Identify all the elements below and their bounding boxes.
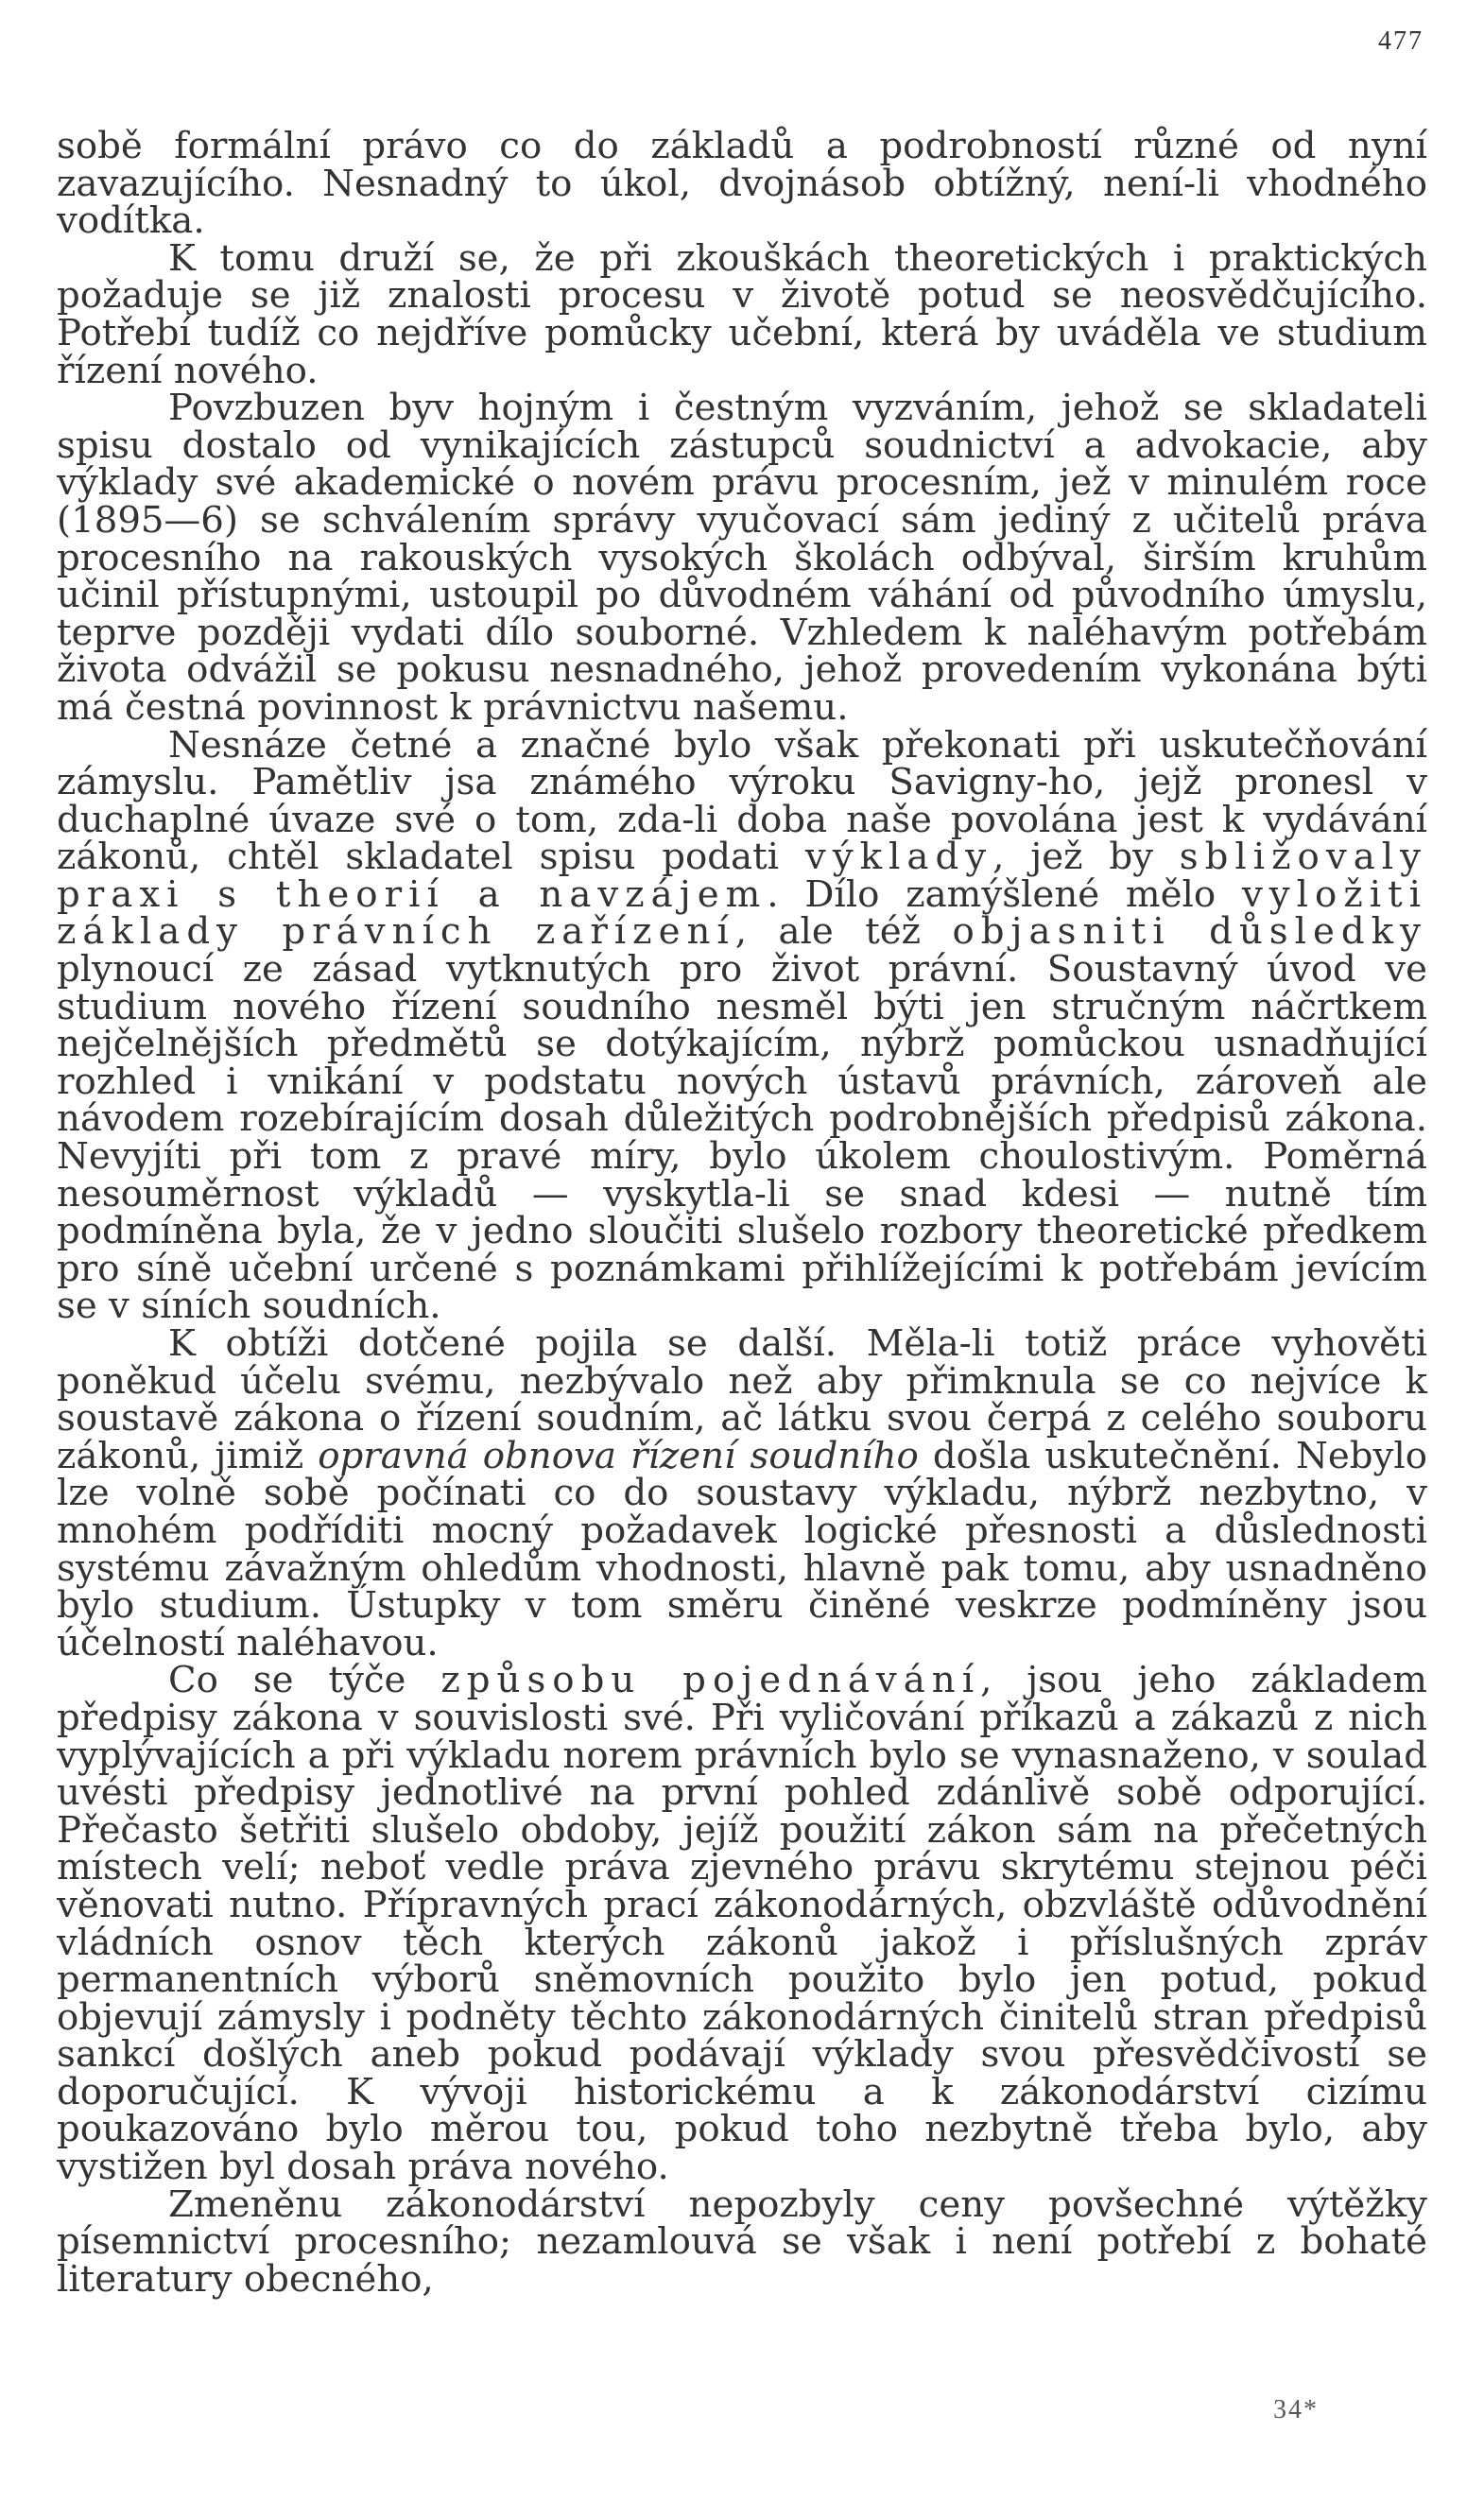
paragraph: Zmeněnu zákonodárství nepozbyly ceny povšechné výtěžky písemnictví procesního; nezamlouvá se však i není potřebí z bohaté literatury obecného, (57, 2182, 1427, 2301)
paragraph-text-segment: objasniti důsledky (952, 910, 1427, 954)
paragraph-text-segment: Co se týče (168, 1659, 441, 1702)
paragraph-text-segment: vyložiti základy právních zařízení (57, 872, 1427, 954)
signature-mark: 34* (1273, 2395, 1319, 2424)
paragraph-text-segment: opravná obnova řízení soudního (318, 1434, 919, 1477)
paragraph-text-segment: výklady (804, 836, 993, 879)
body-text (57, 125, 1427, 2301)
paragraph (57, 723, 1427, 1328)
paragraph-text-segment: došla uskutečnění. Nebylo lze volně sobě počínati co do soustavy výkladu, nýbrž nezbytno, v mnohém podříditi mocný požadavek logické přesnosti a důslednosti systému závažným ohledům vhodnosti, hlavně pak tomu, aby usnadněno bylo studium. Ústupky v tom směru činěné veskrze podmíněny jsou účelností naléhavou. (57, 1434, 1427, 1664)
paragraph: sobě formální právo co do základů a podrobností různé od nyní zavazujícího. Nesnadný to úkol, dvojnásob obtížný, není-li vhodného vodítka. (57, 125, 1427, 243)
paragraph-text-segment: sbližovaly praxi s theorií a navzájem (57, 836, 1427, 916)
paragraph-text-segment: Nesnáze četné a značné bylo však překonati při uskutečňování zámyslu. Pamětliv jsa známého výroku Savigny-ho, jejž pronesl v duchaplné úvaze své o tom, zda-li doba naše povolána jest k vydávání zákonů, chtěl skladatel spisu podati (57, 723, 1427, 879)
paragraph: K tomu druží se, že při zkouškách theoretických i praktických požaduje se již znalosti procesu v životě potud se neosvědčujícího. Potřebí tudíž co nejdříve pomůcky učební, která by uváděla ve studium řízení nového. (57, 236, 1427, 392)
paragraph: Povzbuzen byv hojným i čestným vyzváním, jehož se skladateli spisu dostalo od vynikajících zástupců soudnictví a advokacie, aby výklady své akademické o novém právu procesním, jež v minulém roce (1895—6) se schválením správy vyučovací sám jediný z učitelů práva procesního na rakouských vysokých školách odbýval, širším kruhům učinil přístupnými, ustoupil po důvodném váhání od původního úmyslu, teprve později vydati dílo souborné. Vzhledem k naléhavým potřebám života odvážil se pokusu nesnadného, jehož provedením vykonána býti má čestná povinnost k právnictvu našemu. (57, 387, 1427, 729)
paragraph-text-segment: . Dílo zamýšlené mělo (767, 872, 1242, 916)
paragraph-text-segment: způsobu pojednávání (440, 1659, 981, 1702)
paragraph-text-segment: , ale též (734, 910, 953, 954)
page-number: 477 (1378, 26, 1424, 56)
paragraph-text-segment: K obtíži dotčené pojila se další. Měla-li totiž práce vyhověti poněkud účelu svému, nezbývalo než aby přimknula se co nejvíce k soustavě zákona o řízení soudním, ač látku svou čerpá z celého souboru zákonů, jimiž (57, 1322, 1427, 1477)
paragraph-text-segment: , jež by (992, 836, 1180, 879)
paragraph (57, 1659, 1427, 2189)
paragraph-text-segment: plynoucí ze zásad vytknutých pro život právní. Soustavný úvod ve studium nového řízení soudního nesměl býti jen stručným náčrtkem nejčelnějších předmětů se dotýkajícím, nýbrž pomůckou usnadňující rozhled i vnikání v podstatu nových ústavů právních, zároveň ale návodem rozebírajícím dosah důležitých podrobnějších předpisů zákona. Nevyjíti při tom z pravé míry, bylo úkolem choulostivým. Poměrná nesouměrnost výkladů — vyskytla-li se snad kdesi — nutně tím podmíněna byla, že v jedno sloučiti slušelo rozbory theoretické předkem pro síně učební určené s poznámkami přihlížejícími k potřebám jevícím se v síních soudních. (57, 948, 1427, 1328)
paragraph-text-segment: , jsou jeho základem předpisy zákona v souvislosti své. Při vyličování příkazů a zákazů z nich vyplývajících a při výkladu norem právních bylo se vynasnaženo, v soulad uvésti předpisy jednotlivé na první pohled zdánlivě sobě odporující. Přečasto šetřiti slušelo obdoby, jejíž použití zákon sám na přečetných místech velí; neboť vedle práva zjevného právu skrytému stejnou péči věnovati nutno. Přípravných prací zákonodárných, obzvláště odůvodnění vládních osnov těch kterých zákonů jakož i příslušných zpráv permanentních výborů sněmovních použito bylo jen potud, pokud objevují zámysly i podněty těchto zákonodárných činitelů stran předpisů sankcí došlých aneb pokud podávají výklady svou přesvědčivostí se doporučující. K vývoji historickému a k zákonodárství cizímu poukazováno bylo měrou tou, pokud toho nezbytně třeba bylo, aby vystižen byl dosah práva nového. (57, 1659, 1427, 2189)
paragraph (57, 1322, 1427, 1664)
